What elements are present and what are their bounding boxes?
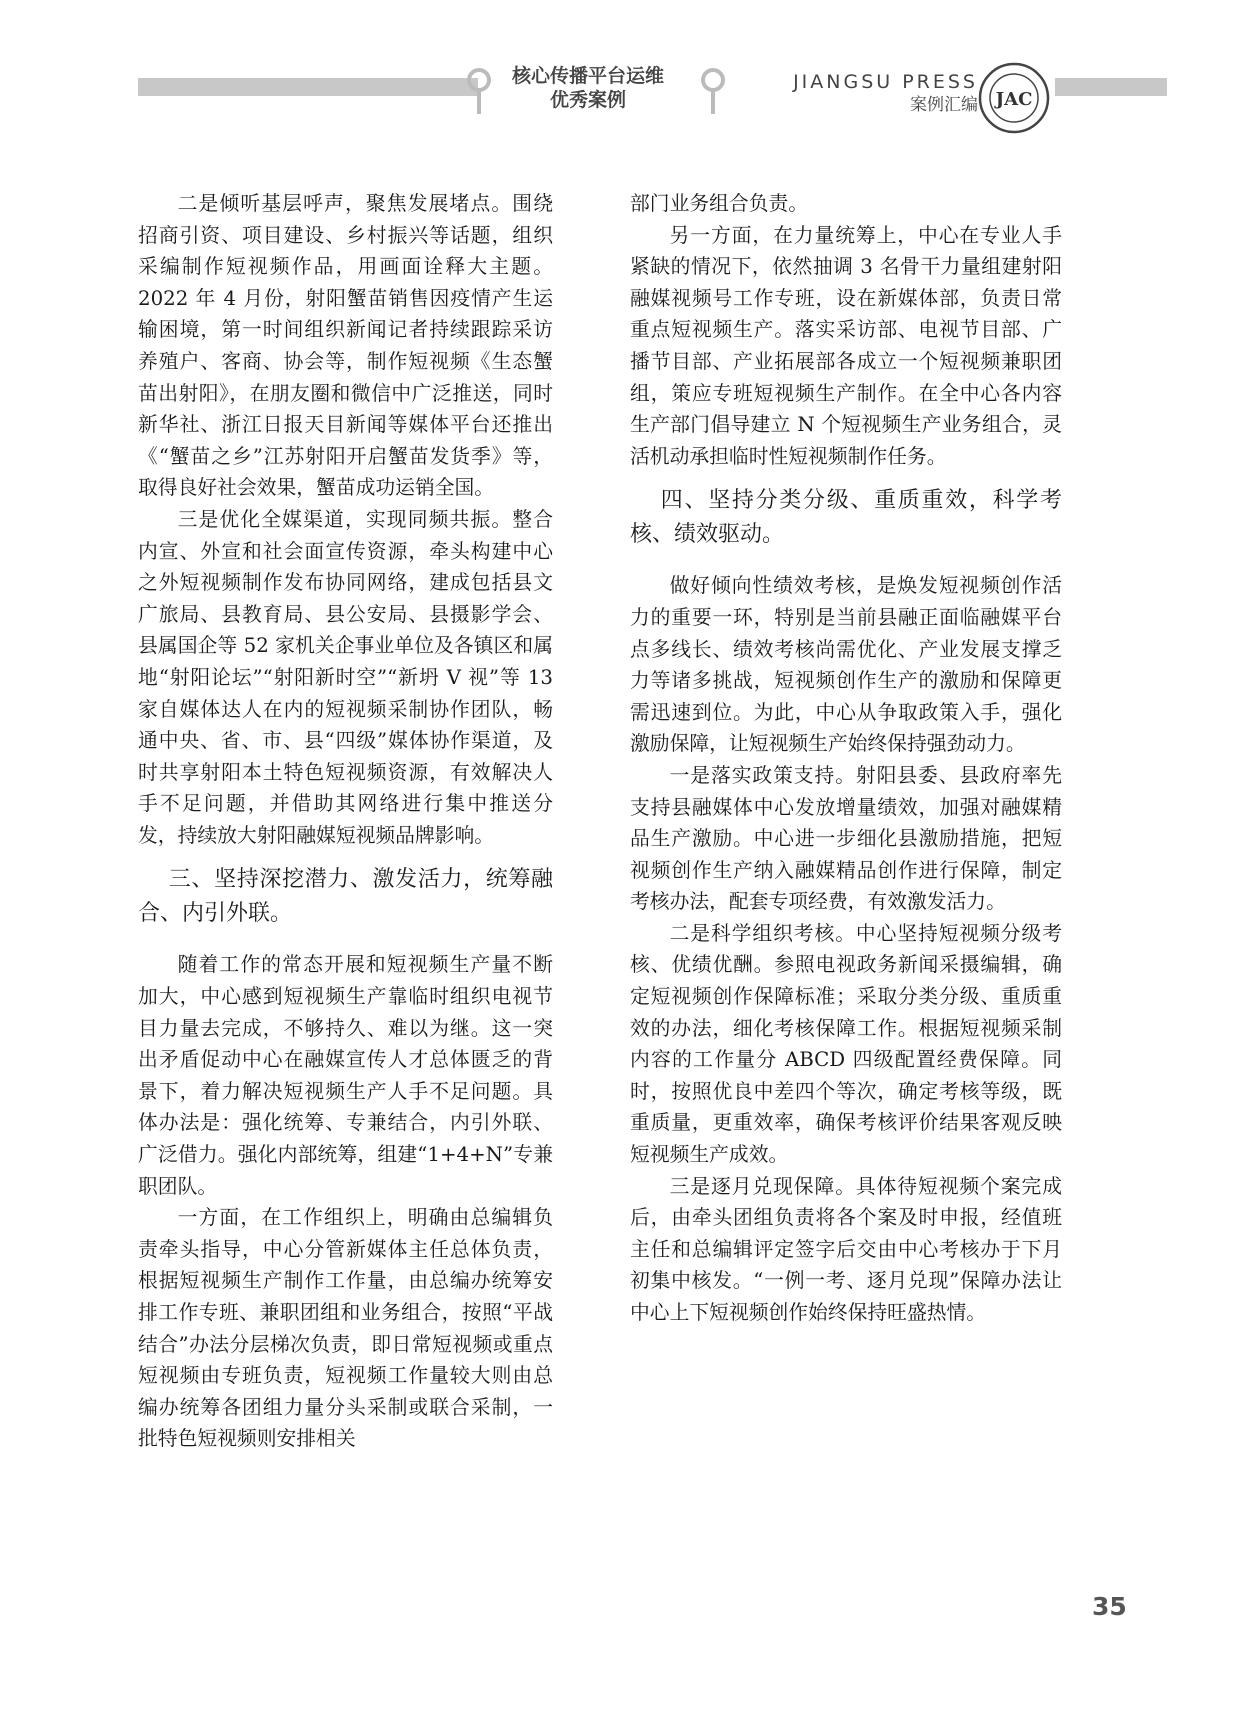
svg-text:JAC: JAC <box>995 89 1033 110</box>
header-title-line1: 核心传播平台运维 <box>511 65 664 87</box>
section-heading: 三、坚持深挖潜力、激发活力，统筹融合、内引外联。 <box>138 867 553 927</box>
press-name-cn: 案例汇编 <box>910 95 978 115</box>
page-number: 35 <box>1092 1592 1127 1621</box>
paragraph: 三是逐月兑现保障。具体待短视频个案完成后，由牵头团组负责将各个案及时申报，经值班主任和总编辑评定签字后交由中心考核办于下月初集中核发。“一例一考、逐月兑现”保障办法让中心上下短视频创作始终保持旺盛热情。 <box>630 1174 1062 1324</box>
header-bar-right <box>1055 78 1167 96</box>
paragraph: 一方面，在工作组织上，明确由总编辑负责牵头指导，中心分管新媒体主任总体负责，根据短视频生产制作工作量，由总编办统筹安排工作专班、兼职团组和业务组合，按照“平战结合”办法分层梯次负责，即日常短视频或重点短视频由专班负责，短视频工作量较大则由总编办统筹各团组力量分头采制或联合采制，一批特色短视频则安排相关 <box>138 1206 553 1451</box>
header-bar-left <box>138 78 478 96</box>
paragraph: 做好倾向性绩效考核，是焕发短视频创作活力的重要一环，特别是当前县融正面临融媒平台点多线长、绩效考核尚需优化、产业发展支撑乏力等诸多挑战，短视频创作生产的激励和保障更需迅速到位。为此，中心从争取政策入手，强化激励保障，让短视频生产始终保持强劲动力。 <box>630 574 1062 756</box>
paragraph: 二是科学组织考核。中心坚持短视频分级考核、优绩优酬。参照电视政务新闻采摄编辑，确定短视频创作保障标准；采取分类分级、重质重效的办法，细化考核保障工作。根据短视频采制内容的工作量分 ABCD 四级配置经费保障。同时，按照优良中差四个等次，确定考核等级，既重质量，更重效率，确保考核评价结果客观反映短视频生产成效。 <box>630 921 1062 1167</box>
right-column <box>630 188 1062 1329</box>
section-heading: 四、坚持分类分级、重质重效，科学考核、绩效驱动。 <box>630 488 1062 548</box>
paragraph: 部门业务组合负责。 <box>630 192 809 215</box>
seal-logo-icon <box>978 62 1050 134</box>
paragraph: 二是倾听基层呼声，聚焦发展堵点。围绕招商引资、项目建设、乡村振兴等话题，组织采编制作短视频作品，用画面诠释大主题。2022 年 4 月份，射阳蟹苗销售因疫情产生运输困境，第一时间组织新闻记者持续跟踪采访养殖户、客商、协会等，制作短视频《生态蟹苗出射阳》，在朋友圈和微信中广泛推送，同时新华社、浙江日报天目新闻等媒体平台还推出《“蟹苗之乡”江苏射阳开启蟹苗发货季》等，取得良好社会效果，蟹苗成功运销全国。 <box>138 192 553 500</box>
press-name-en: JIANGSU PRESS <box>793 71 978 93</box>
header-title-line2: 优秀案例 <box>549 89 626 111</box>
header-press <box>758 70 978 116</box>
paragraph: 随着工作的常态开展和短视频生产量不断加大，中心感到短视频生产靠临时组织电视节目力量去完成，不够持久、难以为继。这一突出矛盾促动中心在融媒宣传人才总体匮乏的背景下，着力解决短视频生产人手不足问题。具体办法是：强化统筹、专兼结合，内引外联、广泛借力。强化内部统筹，组建“1+4+N”专兼职团队。 <box>138 953 553 1198</box>
paragraph: 一是落实政策支持。射阳县委、县政府率先支持县融媒体中心发放增量绩效，加强对融媒精品生产激励。中心进一步细化县激励措施，把短视频创作生产纳入融媒精品创作进行保障，制定考核办法，配套专项经费，有效激发活力。 <box>630 763 1062 914</box>
paragraph: 另一方面，在力量统筹上，中心在专业人手紧缺的情况下，依然抽调 3 名骨干力量组建射阳融媒视频号工作专班，设在新媒体部，负责日常重点短视频生产。落实采访部、电视节目部、广播节目部、产业拓展部各成立一个短视频兼职团组，策应专班短视频生产制作。在全中心各内容生产部门倡导建立 N 个短视频生产业务组合，灵活机动承担临时性短视频制作任务。 <box>630 223 1062 468</box>
pin-icon-right <box>700 68 726 116</box>
header-title <box>478 64 698 112</box>
paragraph: 三是优化全媒渠道，实现同频共振。整合内宣、外宣和社会面宣传资源，牵头构建中心之外短视频制作发布协同网络，建成包括县文广旅局、县教育局、县公安局、县摄影学会、县属国企等 52 家机关企事业单位及各镇区和属地“射阳论坛”“射阳新时空”“新坍 V 视”等 13 家自媒体达人在内的短视频采制协作团队，畅通中央、省、市、县“四级”媒体协作渠道，及时共享射阳本土特色短视频资源，有效解决人手不足问题，并借助其网络进行集中推送分发，持续放大射阳融媒短视频品牌影响。 <box>138 507 553 847</box>
left-column <box>138 188 553 1455</box>
